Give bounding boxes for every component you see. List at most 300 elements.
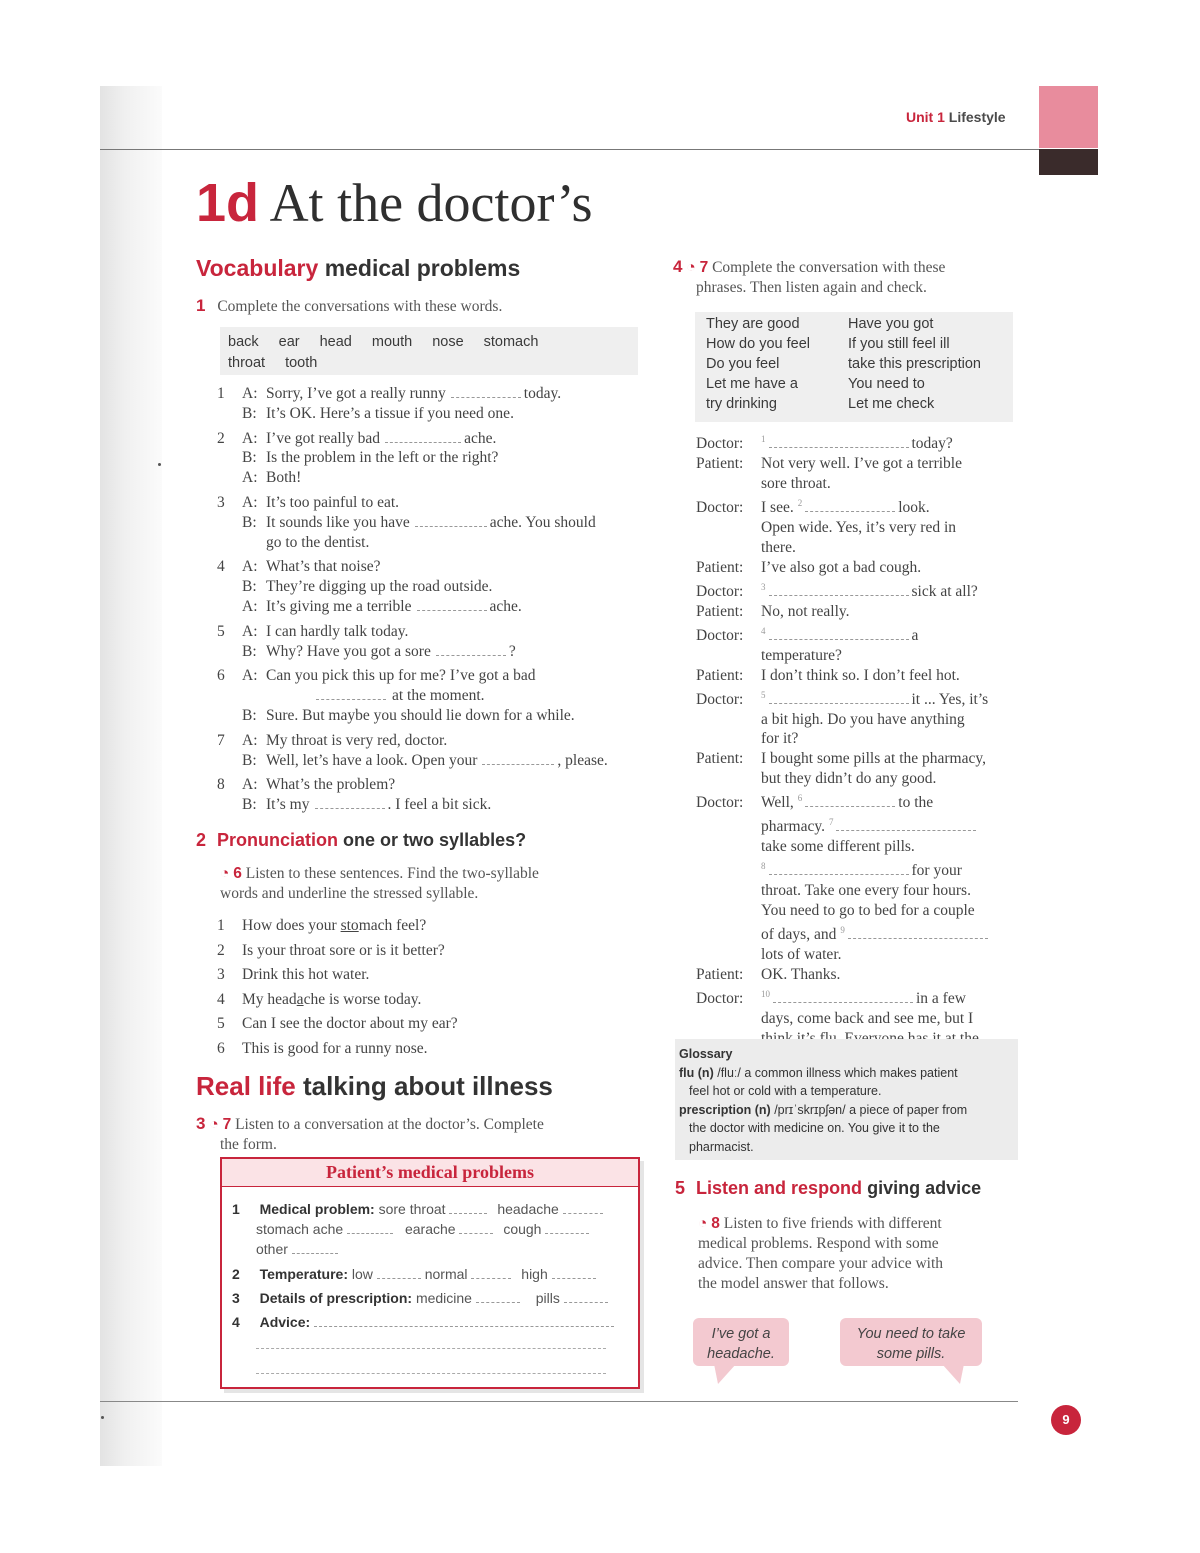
item-number: 2 [217, 941, 225, 959]
speaker-label: Doctor: [696, 435, 744, 453]
answer-blank[interactable] [316, 686, 386, 700]
footer-rule [100, 1401, 1018, 1402]
exercise-line [217, 577, 657, 597]
speaker-label: A: [242, 667, 258, 685]
answer-blank[interactable] [377, 1265, 421, 1279]
answer-blank[interactable] [347, 1220, 393, 1234]
speaker-label: A: [242, 597, 258, 615]
glossary [679, 1045, 967, 1156]
item-number: 2 [217, 429, 225, 447]
line-text: Well, [761, 794, 794, 812]
unit-color-tab [1039, 86, 1098, 148]
exercise-item [217, 557, 657, 616]
speaker-label: B: [242, 796, 257, 814]
dialogue-line [696, 430, 1026, 454]
dialogue-line [696, 921, 1026, 945]
line-text: Open wide. Yes, it’s very red in [761, 518, 957, 536]
pron-sentence-list [217, 914, 458, 1062]
dialogue-line [696, 622, 1026, 646]
exercise-line [217, 597, 657, 617]
audio-icon[interactable]: ◔ [220, 865, 230, 882]
dialogue-line [696, 857, 1026, 881]
dialogue-line [696, 1009, 1026, 1029]
gap-number: 5 [761, 689, 766, 700]
dialogue-line [696, 518, 1026, 538]
glossary-word: flu [679, 1065, 695, 1080]
phrase-list-right [848, 314, 981, 414]
form-row-advice [232, 1312, 638, 1332]
line-text: sore throat. [761, 474, 831, 492]
exercise-item [217, 429, 657, 488]
glossary-entry-flu [679, 1064, 967, 1083]
sentence-text: How does your [242, 917, 341, 934]
item-number: 6 [217, 1039, 225, 1057]
audio-icon[interactable]: ◔ [686, 259, 696, 276]
pron-heading-rest: one or two syllables? [343, 830, 527, 850]
word: back [228, 334, 259, 350]
line-text: They’re digging up the road outside. [266, 578, 493, 596]
stressed-syllable[interactable]: sto [340, 917, 359, 934]
exercise-number: 4 [673, 257, 683, 276]
unit-label: Unit 1 [906, 109, 945, 125]
audio-icon[interactable]: ◔ [698, 1215, 708, 1232]
form-option: headache [497, 1201, 559, 1217]
gap-number: 1 [761, 434, 766, 444]
phrase: try drinking [706, 396, 777, 412]
patient-form [220, 1157, 640, 1389]
exercise-number: 1 [196, 296, 206, 315]
instruction-text: Listen to five friends with different [723, 1215, 942, 1232]
answer-blank[interactable] [417, 597, 487, 611]
form-option: pills [535, 1290, 560, 1306]
line-text: to the [898, 794, 934, 812]
form-row-number: 4 [232, 1314, 240, 1330]
form-option: other [256, 1241, 288, 1257]
answer-blank[interactable] [476, 1289, 520, 1303]
line-text: sick at all? [911, 582, 978, 600]
line-text: but they didn’t do any good. [761, 770, 937, 788]
item-number: 8 [217, 776, 225, 794]
form-option: stomach ache [256, 1221, 344, 1237]
speaker-label: Doctor: [696, 794, 744, 812]
answer-blank[interactable] [449, 1200, 487, 1214]
answer-blank[interactable] [769, 690, 909, 704]
line-text: a bit high. Do you have anything [761, 710, 965, 728]
instruction-text: medical problems. Respond with some [698, 1235, 939, 1252]
word: mouth [371, 334, 413, 350]
ex5-heading-rest: giving advice [867, 1178, 982, 1198]
dialogue-line [696, 602, 1026, 622]
answer-blank[interactable] [552, 1265, 596, 1279]
sentence [217, 963, 458, 988]
line-text: It’s my [266, 796, 310, 814]
exercise-line [217, 429, 657, 449]
speaker-label: A: [242, 731, 258, 749]
answer-blank[interactable] [769, 582, 909, 596]
form-option: medicine [415, 1290, 472, 1306]
exercise-item [217, 666, 657, 725]
form-option: low [351, 1266, 373, 1282]
instruction-text: Complete the conversations with these words. [217, 298, 503, 315]
line-text: What’s that noise? [266, 558, 381, 576]
form-row-number: 2 [232, 1266, 240, 1282]
ex5-heading [675, 1178, 981, 1199]
exercise-item [217, 731, 657, 771]
answer-blank[interactable] [805, 498, 895, 512]
line-text: , please. [557, 751, 608, 769]
phrase: You need to [848, 376, 925, 392]
exercise-line [217, 513, 657, 533]
word: nose [432, 334, 464, 350]
speaker-label: B: [242, 513, 257, 531]
page-number: 9 [1051, 1405, 1081, 1435]
line-text: for your [911, 862, 962, 880]
dialogue-line [696, 945, 1026, 965]
exercise-4-instruction [673, 257, 945, 298]
exercise-line [217, 468, 657, 488]
audio-track: 8 [711, 1215, 720, 1232]
dialogue-line [696, 578, 1026, 602]
audio-icon[interactable]: ◔ [209, 1116, 219, 1133]
line-text: ache. [489, 597, 522, 615]
dialogue-line [696, 769, 1026, 789]
dialogue-line [696, 881, 1026, 901]
gap-number: 9 [840, 925, 845, 936]
answer-blank[interactable] [769, 626, 909, 640]
form-row-medical-problem [232, 1199, 638, 1219]
line-text: It sounds like you have [266, 513, 410, 531]
answer-blank[interactable] [805, 793, 895, 807]
instruction-text: Listen to these sentences. Find the two-syllable [245, 865, 539, 882]
exercise-item [217, 493, 657, 552]
line-text: I don’t think so. I don’t feel hot. [761, 666, 960, 684]
audio-track: 6 [233, 865, 242, 882]
exercise-item [217, 622, 657, 662]
instruction-text: the form. [220, 1136, 277, 1153]
speaker-label: Patient: [696, 602, 744, 620]
answer-blank[interactable] [769, 434, 909, 448]
form-row-medical-problem-cont [232, 1219, 638, 1239]
dialogue-line [696, 837, 1026, 857]
answer-blank[interactable] [564, 1289, 608, 1303]
form-row-other [232, 1239, 638, 1259]
sentence-text: My head [242, 990, 297, 1008]
line-text: My throat is very red, doctor. [266, 731, 448, 749]
form-label: Details of prescription: [259, 1290, 413, 1306]
word-list-row-1 [228, 332, 558, 353]
exercise-item [217, 775, 657, 815]
line-text: throat. Take one every four hours. [761, 882, 971, 900]
page-title [196, 172, 593, 234]
speech-bubble-advice [840, 1318, 982, 1366]
sentence-text: Is your throat sore or is it better? [242, 941, 445, 959]
sentence [217, 914, 458, 939]
gap-number: 8 [761, 861, 766, 872]
phrase: Let me have a [706, 376, 798, 392]
exercise-line [217, 533, 657, 553]
word: throat [228, 355, 266, 371]
line-text: take some different pills. [761, 838, 915, 856]
item-number: 5 [217, 622, 225, 640]
word: stomach [483, 334, 539, 350]
speaker-label: A: [242, 493, 258, 511]
phrase: If you still feel ill [848, 336, 950, 352]
vocab-exercise-list [217, 384, 657, 820]
item-number: 1 [217, 385, 225, 402]
speaker-label: A: [242, 429, 258, 447]
phrase: Do you feel [706, 356, 780, 372]
answer-blank[interactable] [773, 989, 913, 1003]
line-text: pharmacy. [761, 818, 825, 836]
exercise-line [217, 384, 657, 404]
word-list-row-2 [228, 353, 337, 374]
answer-blank[interactable] [292, 1240, 338, 1254]
line-text: there. [761, 538, 796, 556]
answer-blank[interactable] [385, 429, 461, 443]
exercise-line [217, 557, 657, 577]
glossary-pos: (n) [697, 1065, 714, 1080]
speaker-label: Patient: [696, 666, 744, 684]
answer-blank[interactable] [482, 751, 554, 765]
pron-heading-red: Pronunciation [217, 830, 339, 850]
answer-blank[interactable] [848, 925, 988, 939]
unit-color-tab-dark [1039, 149, 1098, 175]
exercise-line [217, 775, 657, 795]
answer-blank[interactable] [563, 1200, 603, 1214]
exercise-line [217, 493, 657, 513]
line-text: It’s OK. Here’s a tissue if you need one. [266, 404, 514, 422]
exercise-5-instruction [698, 1214, 943, 1294]
form-label: Temperature: [259, 1266, 349, 1282]
line-text: today. [523, 385, 562, 402]
dialogue-line [696, 710, 1026, 730]
exercise-item [217, 384, 657, 424]
dialogue-line [696, 965, 1026, 985]
item-number: 1 [217, 917, 225, 934]
speaker-label: Patient: [696, 455, 744, 473]
sentence [217, 1012, 458, 1037]
speaker-label: Doctor: [696, 582, 744, 600]
form-option: high [521, 1266, 548, 1282]
answer-blank[interactable] [836, 817, 976, 831]
dialogue-line [696, 538, 1026, 558]
vocab-heading [196, 255, 520, 282]
speaker-label: Doctor: [696, 499, 744, 517]
item-number: 3 [217, 493, 225, 511]
word: head [319, 334, 352, 350]
speaker-label: Patient: [696, 558, 744, 576]
line-text: a [911, 626, 919, 644]
line-text: It’s too painful to eat. [266, 493, 400, 511]
dialogue-line [696, 454, 1026, 474]
line-text: of days, and [761, 926, 837, 944]
gap-number: 10 [761, 988, 770, 999]
line-text: OK. Thanks. [761, 966, 841, 984]
word: ear [278, 334, 300, 350]
item-number: 7 [217, 731, 225, 749]
glossary-ipa: /fluː/ [717, 1065, 741, 1080]
dialogue-line [696, 729, 1026, 749]
reallife-heading-rest: talking about illness [302, 1071, 553, 1101]
stressed-syllable[interactable]: a [296, 990, 304, 1008]
form-label: Advice: [259, 1314, 311, 1330]
exercise-line [217, 686, 657, 706]
glossary-ipa: /prɪˈskrɪpʃən/ [774, 1102, 846, 1117]
phrase-list-left [706, 314, 810, 414]
answer-blank[interactable] [315, 795, 385, 809]
page-speck [158, 463, 161, 466]
line-text: Well, let’s have a look. Open your [266, 751, 478, 769]
word: tooth [285, 355, 318, 371]
book-spine-shadow [100, 86, 162, 1466]
form-option: cough [503, 1221, 542, 1237]
exercise-3-instruction [196, 1114, 544, 1155]
sentence-text: Drink this hot water. [242, 966, 370, 984]
answer-blank[interactable] [415, 513, 487, 527]
line-text: it ... Yes, it’s [911, 690, 989, 708]
header-rule [100, 149, 1098, 150]
answer-blank[interactable] [451, 384, 521, 398]
dialogue-line [696, 985, 1026, 1009]
dialogue-line [696, 646, 1026, 666]
form-label: Medical problem: [259, 1201, 375, 1217]
exercise-line [217, 448, 657, 468]
line-text: at the moment. [392, 687, 485, 705]
item-number: 3 [217, 966, 225, 984]
sentence [217, 988, 458, 1013]
audio-track: 7 [222, 1116, 232, 1133]
dialogue-line [696, 789, 1026, 813]
speaker-label: Doctor: [696, 690, 744, 708]
line-text: . I feel a bit sick. [387, 796, 492, 814]
reallife-heading-red: Real life [196, 1071, 296, 1101]
line-text: Is the problem in the left or the right? [266, 449, 499, 467]
sentence [217, 1037, 458, 1062]
answer-blank[interactable] [545, 1220, 589, 1234]
exercise-line [217, 404, 657, 424]
instruction-text: words and underline the stressed syllable. [220, 885, 479, 902]
line-text: It’s giving me a terrible [266, 597, 412, 615]
reallife-heading [196, 1071, 553, 1102]
page-speck [101, 1416, 104, 1419]
gap-number: 2 [797, 497, 803, 508]
line-text: You need to go to bed for a couple [761, 902, 975, 920]
sentence [217, 939, 458, 964]
instruction-text: phrases. Then listen again and check. [696, 279, 927, 296]
exercise-number: 5 [675, 1178, 686, 1198]
form-option: earache [404, 1221, 456, 1237]
phrase: They are good [706, 316, 800, 332]
advice-line[interactable] [256, 1348, 606, 1349]
gap-number: 7 [828, 817, 834, 828]
phrase: Let me check [848, 396, 935, 412]
dialogue-line [696, 494, 1026, 518]
dialogue-line [696, 666, 1026, 686]
glossary-definition: pharmacist. [689, 1139, 754, 1154]
gap-number: 6 [797, 793, 803, 804]
glossary-entry-prescription [679, 1101, 967, 1120]
advice-line[interactable] [256, 1373, 606, 1374]
speaker-label: Patient: [696, 750, 744, 768]
phrase: How do you feel [706, 336, 810, 352]
answer-blank[interactable] [471, 1265, 511, 1279]
answer-blank[interactable] [314, 1313, 614, 1327]
glossary-pos: (n) [754, 1102, 771, 1117]
item-number: 5 [217, 1015, 225, 1033]
lesson-code: 1d [196, 173, 260, 233]
speaker-label: A: [242, 558, 258, 576]
answer-blank[interactable] [436, 642, 506, 656]
form-option: sore throat [378, 1201, 446, 1217]
phrase: Have you got [848, 316, 934, 332]
speaker-label: B: [242, 706, 257, 724]
instruction-text: Complete the conversation with these [712, 259, 946, 276]
line-text: ? [508, 642, 516, 660]
unit-header [906, 109, 1006, 125]
glossary-title: Glossary [679, 1047, 733, 1061]
audio-track: 7 [699, 259, 709, 276]
exercise-line [217, 666, 657, 686]
line-text: lots of water. [761, 946, 842, 964]
sentence-text: mach feel? [358, 917, 427, 934]
line-text: today? [911, 435, 953, 453]
dialogue-line [696, 749, 1026, 769]
sentence-text: Can I see the doctor about my ear? [242, 1015, 458, 1033]
exercise-line [217, 751, 657, 771]
form-row-temperature [232, 1264, 638, 1284]
ex5-heading-red: Listen and respond [696, 1178, 863, 1198]
line-text: temperature? [761, 646, 842, 664]
answer-blank[interactable] [459, 1220, 493, 1234]
glossary-definition: the doctor with medicine on. You give it to the [689, 1121, 940, 1135]
dialogue-line [696, 813, 1026, 837]
line-text: ache. [464, 429, 497, 447]
line-text: I bought some pills at the pharmacy, [761, 750, 986, 768]
line-text: I’ve also got a bad cough. [761, 558, 922, 576]
glossary-definition: a piece of paper from [849, 1102, 968, 1117]
bubble-text: some pills. [876, 1346, 946, 1362]
line-text: Sorry, I’ve got a really runny [266, 385, 446, 402]
line-text: I’ve got really bad [266, 429, 381, 447]
instruction-text: the model answer that follows. [698, 1275, 889, 1292]
item-number: 4 [217, 990, 225, 1008]
exercise-1-instruction [196, 296, 502, 317]
sentence-text: This is good for a runny nose. [242, 1039, 428, 1057]
bubble-text: You need to take [856, 1326, 966, 1342]
gap-number: 4 [761, 625, 766, 636]
line-text: I see. [761, 499, 794, 517]
instruction-text: Listen to a conversation at the doctor’s. Complete [235, 1116, 544, 1133]
line-text: Both! [266, 469, 302, 487]
line-text: Why? Have you got a sore [266, 642, 431, 660]
glossary-word: prescription [679, 1102, 752, 1117]
bubble-text: headache. [707, 1346, 775, 1362]
line-text: days, come back and see me, but I [761, 1010, 974, 1028]
speech-bubble-problem [693, 1318, 789, 1366]
exercise-number: 3 [196, 1114, 206, 1133]
gap-number: 3 [761, 581, 766, 592]
exercise-line [217, 622, 657, 642]
speaker-label: B: [242, 751, 257, 769]
exercise-2-instruction [220, 864, 539, 904]
line-text: look. [898, 499, 930, 517]
speaker-label: Patient: [696, 966, 744, 984]
answer-blank[interactable] [769, 861, 909, 875]
unit-title: Lifestyle [948, 109, 1006, 125]
line-text: No, not really. [761, 602, 850, 620]
line-text: Sure. But maybe you should lie down for a while. [266, 706, 575, 724]
exercise-line [217, 706, 657, 726]
